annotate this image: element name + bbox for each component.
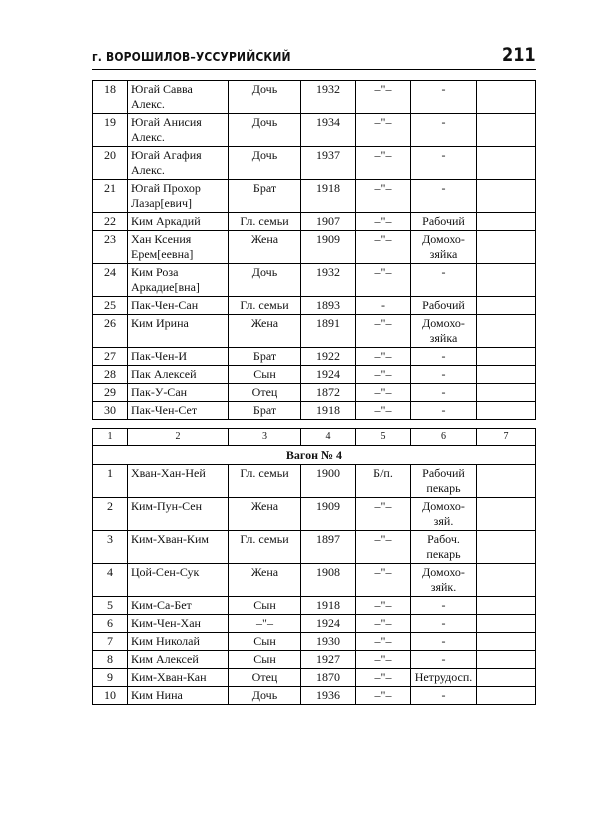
family-relation: Жена	[229, 498, 301, 531]
party-status: –"–	[356, 213, 411, 231]
table-row	[93, 402, 536, 420]
table-row	[93, 597, 536, 615]
person-name-line: Югай Савва Алекс.	[131, 82, 193, 111]
table-row	[93, 366, 536, 384]
table-row	[93, 315, 536, 348]
row-number: 3	[93, 531, 128, 564]
table2-body	[93, 429, 536, 705]
party-status: –"–	[356, 498, 411, 531]
family-relation: Жена	[229, 564, 301, 597]
occupation-line: -	[441, 349, 446, 363]
birth-year: 1932	[301, 264, 356, 297]
birth-year: 1891	[301, 315, 356, 348]
person-name	[128, 315, 229, 348]
birth-year: 1930	[301, 633, 356, 651]
family-relation: Брат	[229, 180, 301, 213]
table-row	[93, 669, 536, 687]
row-number: 20	[93, 147, 128, 180]
occupation-line: -	[441, 385, 446, 399]
birth-year: 1936	[301, 687, 356, 705]
row-number: 21	[93, 180, 128, 213]
family-relation: Брат	[229, 348, 301, 366]
person-name-line: Ким-Чен-Хан	[131, 616, 201, 630]
remarks	[477, 384, 536, 402]
row-number: 10	[93, 687, 128, 705]
birth-year: 1872	[301, 384, 356, 402]
wagon-title: Вагон № 4	[93, 446, 536, 465]
remarks	[477, 597, 536, 615]
remarks	[477, 297, 536, 315]
party-status: –"–	[356, 264, 411, 297]
occupation-line: Рабочий	[422, 466, 465, 480]
person-name-line: Югай Агафия Алекс.	[131, 148, 202, 177]
table1-body	[93, 81, 536, 420]
birth-year: 1907	[301, 213, 356, 231]
person-name	[128, 465, 229, 498]
birth-year: 1908	[301, 564, 356, 597]
family-relation: Сын	[229, 366, 301, 384]
person-name	[128, 402, 229, 420]
table-row	[93, 213, 536, 231]
family-relation: Дочь	[229, 264, 301, 297]
wagon-4-table	[92, 428, 536, 705]
person-name-line: Ерем[еевна]	[131, 247, 194, 261]
birth-year: 1922	[301, 348, 356, 366]
family-relation: Гл. семьи	[229, 213, 301, 231]
birth-year: 1924	[301, 615, 356, 633]
remarks	[477, 498, 536, 531]
column-number-row	[93, 429, 536, 446]
row-number: 19	[93, 114, 128, 147]
person-name-line: Пак-Чен-Сет	[131, 403, 198, 417]
party-status: –"–	[356, 687, 411, 705]
person-name	[128, 231, 229, 264]
remarks	[477, 564, 536, 597]
birth-year: 1932	[301, 81, 356, 114]
party-status: –"–	[356, 402, 411, 420]
family-relation: Гл. семьи	[229, 297, 301, 315]
birth-year: 1909	[301, 498, 356, 531]
occupation	[411, 81, 477, 114]
person-name-line: Ким-Хван-Кан	[131, 670, 207, 684]
column-number: 5	[356, 429, 411, 446]
party-status: –"–	[356, 231, 411, 264]
party-status: –"–	[356, 615, 411, 633]
person-name	[128, 213, 229, 231]
occupation-line: -	[441, 148, 446, 162]
family-relation: Дочь	[229, 147, 301, 180]
party-status: –"–	[356, 651, 411, 669]
remarks	[477, 651, 536, 669]
birth-year: 1918	[301, 402, 356, 420]
remarks	[477, 531, 536, 564]
remarks	[477, 615, 536, 633]
remarks	[477, 315, 536, 348]
party-status: -	[356, 297, 411, 315]
person-name-line: Ким-Хван-Ким	[131, 532, 209, 546]
running-head	[92, 40, 536, 70]
table-row	[93, 348, 536, 366]
row-number: 7	[93, 633, 128, 651]
birth-year: 1870	[301, 669, 356, 687]
birth-year: 1893	[301, 297, 356, 315]
party-status: –"–	[356, 180, 411, 213]
row-number: 22	[93, 213, 128, 231]
person-name	[128, 531, 229, 564]
occupation-line: Рабочий	[422, 298, 465, 312]
person-name-line: Пак-У-Сан	[131, 385, 188, 399]
table-row	[93, 384, 536, 402]
table-row	[93, 231, 536, 264]
person-name-line: Ким-Са-Бет	[131, 598, 192, 612]
occupation-line: -	[441, 403, 446, 417]
remarks	[477, 231, 536, 264]
remarks	[477, 213, 536, 231]
running-title: г. ВОРОШИЛОВ–УССУРИЙСКИЙ	[92, 49, 291, 64]
person-name-line: Ким Аркадий	[131, 214, 201, 228]
occupation	[411, 498, 477, 531]
party-status: –"–	[356, 597, 411, 615]
table-row	[93, 687, 536, 705]
party-status: –"–	[356, 633, 411, 651]
remarks	[477, 366, 536, 384]
person-name	[128, 564, 229, 597]
column-number: 1	[93, 429, 128, 446]
person-name	[128, 297, 229, 315]
remarks	[477, 402, 536, 420]
person-name-line: Цой-Сен-Сук	[131, 565, 200, 579]
occupation	[411, 402, 477, 420]
remarks	[477, 633, 536, 651]
person-name	[128, 597, 229, 615]
occupation-line: -	[441, 598, 446, 612]
person-name-line: Югай Анисия	[131, 115, 202, 129]
occupation	[411, 651, 477, 669]
occupation-line: -	[441, 634, 446, 648]
birth-year: 1937	[301, 147, 356, 180]
row-number: 4	[93, 564, 128, 597]
table-row	[93, 180, 536, 213]
remarks	[477, 687, 536, 705]
person-name-line: Пак Алексей	[131, 367, 197, 381]
family-relation: Сын	[229, 651, 301, 669]
birth-year: 1927	[301, 651, 356, 669]
occupation	[411, 465, 477, 498]
occupation	[411, 315, 477, 348]
person-name	[128, 114, 229, 147]
column-number: 7	[477, 429, 536, 446]
occupation-line: Рабочий	[422, 214, 465, 228]
family-relation: Дочь	[229, 687, 301, 705]
party-status: –"–	[356, 315, 411, 348]
remarks	[477, 147, 536, 180]
person-name-line: Хан Ксения	[131, 232, 192, 246]
family-relation: Гл. семьи	[229, 465, 301, 498]
row-number: 25	[93, 297, 128, 315]
person-name	[128, 147, 229, 180]
row-number: 24	[93, 264, 128, 297]
remarks	[477, 348, 536, 366]
occupation	[411, 264, 477, 297]
remarks	[477, 264, 536, 297]
person-name	[128, 348, 229, 366]
wagon-heading-row	[93, 446, 536, 465]
occupation-line: Домохо-	[422, 232, 465, 246]
table-row	[93, 564, 536, 597]
row-number: 5	[93, 597, 128, 615]
table-row	[93, 615, 536, 633]
table-row	[93, 297, 536, 315]
column-number: 2	[128, 429, 229, 446]
family-relation: Гл. семьи	[229, 531, 301, 564]
person-name	[128, 384, 229, 402]
party-status: –"–	[356, 384, 411, 402]
occupation	[411, 633, 477, 651]
person-name-line: Югай Прохор	[131, 181, 201, 195]
occupation-line: -	[441, 82, 446, 96]
family-relation: Жена	[229, 315, 301, 348]
occupation	[411, 531, 477, 564]
occupation-line: Домохо-	[422, 316, 465, 330]
row-number: 27	[93, 348, 128, 366]
person-name	[128, 180, 229, 213]
person-name	[128, 651, 229, 669]
occupation-line: Домохо-	[422, 499, 465, 513]
party-status: –"–	[356, 114, 411, 147]
person-name	[128, 687, 229, 705]
person-name-line: Ким Нина	[131, 688, 183, 702]
deportation-list-table-continued	[92, 80, 536, 420]
column-number: 3	[229, 429, 301, 446]
occupation	[411, 297, 477, 315]
person-name	[128, 264, 229, 297]
occupation	[411, 669, 477, 687]
person-name-line: Лазар[евич]	[131, 196, 192, 210]
row-number: 28	[93, 366, 128, 384]
row-number: 23	[93, 231, 128, 264]
family-relation: Брат	[229, 402, 301, 420]
family-relation: Дочь	[229, 81, 301, 114]
table-row	[93, 465, 536, 498]
birth-year: 1918	[301, 597, 356, 615]
occupation	[411, 231, 477, 264]
party-status: –"–	[356, 669, 411, 687]
occupation	[411, 180, 477, 213]
row-number: 30	[93, 402, 128, 420]
occupation	[411, 348, 477, 366]
table-row	[93, 264, 536, 297]
family-relation: Сын	[229, 597, 301, 615]
family-relation: Отец	[229, 669, 301, 687]
occupation-line: Рабоч.	[427, 532, 460, 546]
occupation-line: -	[441, 181, 446, 195]
page-number: 211	[502, 44, 536, 66]
family-relation: Дочь	[229, 114, 301, 147]
occupation-line: зяйка	[429, 331, 458, 345]
table-row	[93, 633, 536, 651]
person-name-line: Ким Алексей	[131, 652, 199, 666]
birth-year: 1924	[301, 366, 356, 384]
occupation-line: -	[441, 115, 446, 129]
occupation	[411, 114, 477, 147]
birth-year: 1934	[301, 114, 356, 147]
party-status: –"–	[356, 348, 411, 366]
party-status: –"–	[356, 366, 411, 384]
party-status: –"–	[356, 81, 411, 114]
person-name-line: Ким Николай	[131, 634, 200, 648]
column-number: 4	[301, 429, 356, 446]
table-row	[93, 531, 536, 564]
row-number: 29	[93, 384, 128, 402]
occupation	[411, 597, 477, 615]
remarks	[477, 114, 536, 147]
occupation-line: -	[441, 688, 446, 702]
person-name-line: Хван-Хан-Ней	[131, 466, 206, 480]
occupation-line: пекарь	[426, 547, 461, 561]
family-relation: –"–	[229, 615, 301, 633]
person-name	[128, 81, 229, 114]
table-row	[93, 498, 536, 531]
person-name-line: Ким-Пун-Сен	[131, 499, 202, 513]
row-number: 6	[93, 615, 128, 633]
person-name-line: Пак-Чен-Сан	[131, 298, 199, 312]
occupation	[411, 384, 477, 402]
family-relation: Отец	[229, 384, 301, 402]
party-status: –"–	[356, 147, 411, 180]
occupation-line: -	[441, 616, 446, 630]
table-row	[93, 81, 536, 114]
occupation	[411, 366, 477, 384]
occupation	[411, 615, 477, 633]
row-number: 26	[93, 315, 128, 348]
header-rule	[92, 69, 536, 70]
remarks	[477, 669, 536, 687]
party-status: –"–	[356, 564, 411, 597]
person-name-line: Ким Роза	[131, 265, 179, 279]
person-name	[128, 633, 229, 651]
table-row	[93, 114, 536, 147]
family-relation: Сын	[229, 633, 301, 651]
occupation-line: -	[441, 652, 446, 666]
person-name-line: Аркадие[вна]	[131, 280, 200, 294]
person-name	[128, 669, 229, 687]
table-row	[93, 651, 536, 669]
remarks	[477, 180, 536, 213]
occupation-line: Нетрудосп.	[414, 670, 473, 684]
row-number: 2	[93, 498, 128, 531]
person-name	[128, 498, 229, 531]
occupation	[411, 213, 477, 231]
occupation	[411, 147, 477, 180]
birth-year: 1909	[301, 231, 356, 264]
birth-year: 1918	[301, 180, 356, 213]
birth-year: 1900	[301, 465, 356, 498]
person-name	[128, 366, 229, 384]
occupation-line: зяйка	[429, 247, 458, 261]
occupation-line: пекарь	[426, 481, 461, 495]
person-name	[128, 615, 229, 633]
birth-year: 1897	[301, 531, 356, 564]
row-number: 18	[93, 81, 128, 114]
column-number: 6	[411, 429, 477, 446]
occupation	[411, 564, 477, 597]
occupation-line: -	[441, 367, 446, 381]
person-name-line: Алекс.	[131, 130, 165, 144]
person-name-line: Пак-Чен-И	[131, 349, 188, 363]
occupation-line: Домохо-	[422, 565, 465, 579]
occupation-line: зяйк.	[430, 580, 457, 594]
party-status: Б/п.	[356, 465, 411, 498]
occupation-line: зяй.	[433, 514, 454, 528]
row-number: 8	[93, 651, 128, 669]
remarks	[477, 81, 536, 114]
occupation	[411, 687, 477, 705]
party-status: –"–	[356, 531, 411, 564]
remarks	[477, 465, 536, 498]
person-name-line: Ким Ирина	[131, 316, 189, 330]
row-number: 9	[93, 669, 128, 687]
occupation-line: -	[441, 265, 446, 279]
row-number: 1	[93, 465, 128, 498]
table-row	[93, 147, 536, 180]
family-relation: Жена	[229, 231, 301, 264]
